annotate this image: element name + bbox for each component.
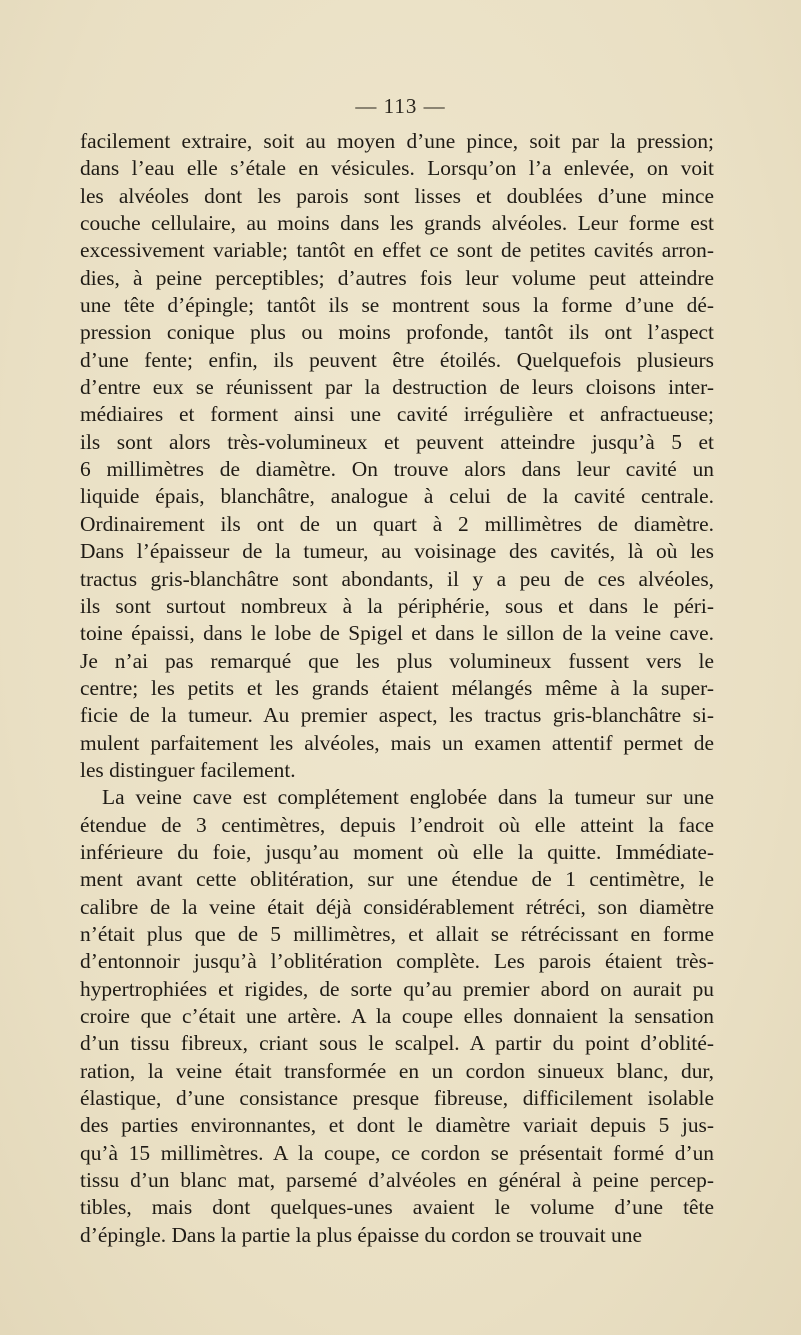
text-line: tibles, mais dont quelques-unes avaient le volume d’une tête (80, 1195, 714, 1220)
text-line: inférieure du foie, jusqu’au moment où elle la quitte. Immédiate- (80, 839, 714, 864)
text-line: ment avant cette oblitération, sur une étendue de 1 centimètre, le (80, 867, 714, 892)
text-line: d’épingle. Dans la partie la plus épaisse du cordon se trouvait une (80, 1222, 642, 1247)
text-line: mulent parfaitement les alvéoles, mais un examen attentif permet de (80, 730, 714, 755)
text-line: centre; les petits et les grands étaient mélangés même à la super- (80, 675, 714, 700)
text-line: ficie de la tumeur. Au premier aspect, les tractus gris-blanchâtre si- (80, 703, 714, 728)
text-line: des parties environnantes, et dont le diamètre variait depuis 5 jus- (80, 1113, 714, 1138)
body-text (80, 128, 714, 1249)
text-line: tractus gris-blanchâtre sont abondants, il y a peu de ces alvéoles, (80, 566, 714, 591)
text-line: les alvéoles dont les parois sont lisses et doublées d’une mince (80, 183, 714, 208)
text-line: d’entre eux se réunissent par la destruction de leurs cloisons inter- (80, 375, 714, 400)
text-line: croire que c’était une artère. A la coupe elles donnaient la sensation (80, 1004, 714, 1028)
page-number: — 113 — (355, 94, 446, 118)
text-line: qu’à 15 millimètres. A la coupe, ce cordon se présentait formé d’un (80, 1140, 714, 1165)
text-line: Je n’ai pas remarqué que les plus volumineux fussent vers le (80, 648, 714, 673)
text-line: élastique, d’une consistance presque fibreuse, difficilement isolable (80, 1086, 714, 1111)
text-line: les distinguer facilement. (80, 757, 296, 782)
text-line: n’était plus que de 5 millimètres, et allait se rétrécissant en forme (80, 921, 714, 946)
text-line: excessivement variable; tantôt en effet ce sont de petites cavités arron- (80, 238, 714, 263)
text-line: dies, à peine perceptibles; d’autres fois leur volume peut atteindre (80, 265, 714, 290)
text-line: Ordinairement ils ont de un quart à 2 millimètres de diamètre. (80, 511, 714, 536)
text-line: La veine cave est complétement englobée dans la tumeur sur une (102, 785, 714, 810)
text-line: ration, la veine était transformée en un cordon sinueux blanc, dur, (80, 1058, 714, 1083)
text-line: médiaires et forment ainsi une cavité irrégulière et anfractueuse; (80, 402, 714, 427)
text-line: hypertrophiées et rigides, de sorte qu’au premier abord on aurait pu (80, 976, 714, 1001)
text-line: ils sont surtout nombreux à la périphérie, sous et dans le péri- (80, 593, 714, 618)
text-line: couche cellulaire, au moins dans les grands alvéoles. Leur forme est (80, 211, 714, 236)
text-line: d’un tissu fibreux, criant sous le scalpel. A partir du point d’oblité- (80, 1031, 714, 1056)
paragraph (80, 784, 714, 1249)
text-line: calibre de la veine était déjà considérablement rétréci, son diamètre (80, 894, 714, 919)
paragraph (80, 128, 714, 784)
text-line: d’entonnoir jusqu’à l’oblitération complète. Les parois étaient très- (80, 949, 714, 974)
text-line: une tête d’épingle; tantôt ils se montrent sous la forme d’une dé- (80, 293, 714, 318)
text-line: ils sont alors très-volumineux et peuvent atteindre jusqu’à 5 et (80, 429, 714, 454)
text-line: dans l’eau elle s’étale en vésicules. Lorsqu’on l’a enlevée, on voit (80, 156, 714, 181)
text-line: toine épaissi, dans le lobe de Spigel et dans le sillon de la veine cave. (80, 621, 714, 646)
text-line: liquide épais, blanchâtre, analogue à celui de la cavité centrale. (80, 484, 714, 509)
text-line: étendue de 3 centimètres, depuis l’endroit où elle atteint la face (80, 812, 714, 837)
text-line: 6 millimètres de diamètre. On trouve alors dans leur cavité un (80, 457, 714, 482)
text-line: facilement extraire, soit au moyen d’une pince, soit par la pression; (80, 129, 714, 153)
text-line: d’une fente; enfin, ils peuvent être étoilés. Quelquefois plusieurs (80, 347, 714, 372)
text-line: tissu d’un blanc mat, parsemé d’alvéoles en général à peine percep- (80, 1168, 714, 1193)
text-line: pression conique plus ou moins profonde, tantôt ils ont l’aspect (80, 320, 714, 345)
text-line: Dans l’épaisseur de la tumeur, au voisinage des cavités, là où les (80, 539, 714, 564)
